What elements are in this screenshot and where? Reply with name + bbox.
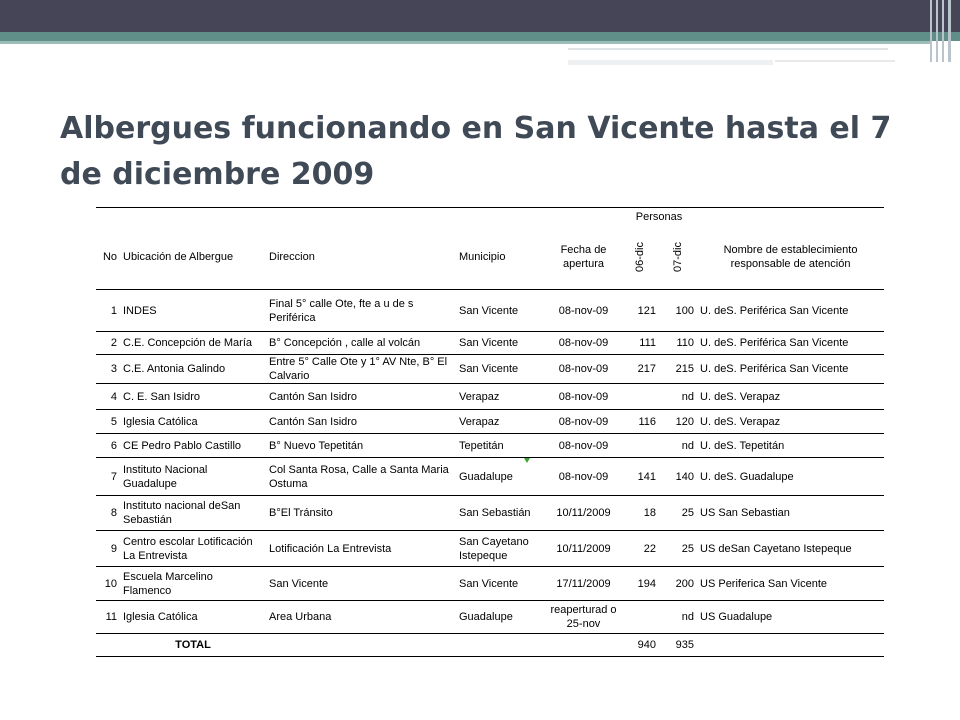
cell-d07: 140	[675, 470, 695, 483]
cell-nombre: US deSan Cayetano Istepeque	[700, 542, 852, 555]
cell-municipio: San Vicente	[459, 363, 519, 375]
table-row	[96, 567, 884, 601]
cell-direccion: Final 5° calle Ote, fte a u de s Periférica	[269, 297, 414, 324]
table-row	[96, 384, 884, 410]
cell-no: 10	[104, 577, 117, 590]
cell-d06: 121	[637, 304, 656, 317]
header-bar	[0, 0, 960, 32]
cell-no: 4	[110, 390, 117, 403]
cell-nombre: U. deS. Periférica San Vicente	[700, 304, 849, 317]
cell-d06: 141	[637, 470, 656, 483]
cell-nombre: U. deS. Tepetitán	[700, 439, 785, 452]
cell-fecha: 17/11/2009	[556, 577, 611, 590]
cell-ubicacion: CE Pedro Pablo Castillo	[123, 439, 242, 452]
table-row	[96, 496, 884, 531]
cell-d06	[621, 601, 659, 634]
cell-fecha: 08-nov-09	[558, 304, 609, 317]
cell-fecha: 08-nov-09	[558, 470, 609, 483]
cell-d07: 25	[681, 542, 695, 555]
cell-empty	[96, 634, 120, 657]
table-row	[96, 601, 884, 634]
cell-municipio: San Sebastián	[459, 507, 531, 519]
cell-no: 1	[110, 304, 117, 317]
cell-direccion: Lotificación La Entrevista	[269, 542, 392, 555]
header-accent-stripe	[0, 41, 930, 44]
cell-direccion: B°El Tránsito	[269, 507, 333, 519]
cell-empty	[546, 634, 621, 657]
cell-municipio: Verapaz	[459, 390, 500, 403]
cell-direccion: Cantón San Isidro	[269, 415, 358, 428]
cell-ubicacion: Escuela Marcelino Flamenco	[123, 570, 213, 597]
col-header-municipio: Municipio	[459, 251, 506, 264]
cell-fecha: 10/11/2009	[556, 507, 611, 519]
cell-direccion: Area Urbana	[269, 611, 332, 623]
slide-title: Albergues funcionando en San Vicente hasta el 7 de diciembre 2009	[60, 111, 892, 192]
cell-nombre: US Periferica San Vicente	[700, 577, 827, 590]
group-header-personas: Personas	[635, 210, 683, 223]
cell-d06: 194	[637, 577, 656, 590]
col-header-fecha: Fecha de apertura	[560, 244, 607, 271]
shelters-table	[96, 207, 884, 657]
col-header-ubicacion: Ubicación de Albergue	[123, 251, 234, 264]
cell-ubicacion: C.E. Antonia Galindo	[123, 363, 226, 375]
cell-fecha: 08-nov-09	[558, 439, 609, 452]
cell-d06: 116	[638, 415, 656, 428]
table-row	[96, 332, 884, 355]
cell-fecha: 08-nov-09	[558, 337, 609, 349]
cell-empty	[697, 634, 884, 657]
cell-d07: 120	[675, 415, 695, 428]
cell-ubicacion: C.E. Concepción de María	[123, 337, 253, 349]
total-row	[96, 634, 884, 657]
cell-d06: 22	[643, 542, 656, 555]
decorative-line	[568, 48, 888, 50]
table-row	[96, 531, 884, 567]
total-07-dic: 935	[675, 639, 695, 651]
cell-direccion: Col Santa Rosa, Calle a Santa Maria Ostuma	[269, 463, 449, 490]
cell-empty	[266, 634, 456, 657]
cell-d07: 200	[675, 577, 695, 590]
cell-comment-marker	[524, 458, 530, 463]
cell-direccion: Entre 5° Calle Ote y 1° AV Nte, B° El Calvario	[269, 356, 448, 382]
cell-ubicacion: Iglesia Católica	[123, 611, 198, 623]
cell-empty	[456, 634, 546, 657]
cell-direccion: Cantón San Isidro	[269, 390, 358, 403]
cell-ubicacion: Instituto nacional deSan Sebastián	[123, 500, 241, 526]
table-row	[96, 355, 884, 384]
cell-no: 11	[105, 611, 117, 623]
cell-municipio: Guadalupe	[459, 611, 513, 623]
cell-ubicacion: Centro escolar Lotificación La Entrevista	[123, 535, 253, 562]
table-row	[96, 290, 884, 332]
decorative-vertical-bars	[930, 0, 952, 62]
cell-municipio: San Vicente	[459, 577, 519, 590]
cell-d06	[621, 434, 659, 458]
cell-direccion: San Vicente	[269, 577, 329, 590]
cell-fecha: 08-nov-09	[558, 415, 609, 428]
cell-nombre: U. deS. Periférica San Vicente	[700, 337, 849, 349]
cell-no: 3	[110, 363, 117, 375]
cell-ubicacion: Iglesia Católica	[123, 415, 198, 428]
col-header-no: No	[102, 251, 117, 264]
cell-ubicacion: INDES	[123, 304, 157, 317]
decorative-line	[775, 60, 895, 62]
cell-d07: 215	[675, 363, 695, 375]
cell-no: 6	[110, 439, 117, 452]
cell-no: 7	[110, 470, 117, 483]
decorative-line	[568, 60, 773, 65]
cell-fecha: 08-nov-09	[558, 363, 609, 375]
cell-direccion: B° Concepción , calle al volcán	[269, 337, 421, 349]
cell-d06: 217	[637, 363, 656, 375]
cell-direccion: B° Nuevo Tepetitán	[269, 439, 364, 452]
cell-nombre: U. deS. Guadalupe	[700, 470, 794, 483]
cell-municipio: Verapaz	[459, 415, 500, 428]
cell-fecha: 08-nov-09	[558, 390, 609, 403]
total-06-dic: 940	[637, 639, 656, 651]
cell-municipio: San Cayetano Istepeque	[459, 535, 529, 562]
cell-no: 8	[110, 507, 117, 519]
cell-no: 2	[110, 337, 117, 349]
header-accent-band	[0, 32, 960, 41]
cell-nombre: U. deS. Verapaz	[700, 415, 781, 428]
col-header-06-dic: 06-dic	[634, 242, 646, 273]
cell-fecha: 10/11/2009	[556, 542, 611, 555]
total-label: TOTAL	[175, 639, 211, 651]
cell-d07: 110	[676, 337, 695, 349]
shelters-table-container	[96, 207, 884, 657]
cell-d07: nd	[681, 439, 695, 452]
cell-d06: 111	[639, 337, 656, 349]
col-header-nombre: Nombre de establecimiento responsable de atención	[723, 244, 858, 271]
cell-d07: nd	[681, 390, 695, 403]
cell-ubicacion: Instituto Nacional Guadalupe	[123, 463, 208, 490]
cell-municipio: San Vicente	[459, 337, 519, 349]
cell-ubicacion: C. E. San Isidro	[123, 390, 201, 403]
cell-d07: nd	[681, 611, 695, 623]
cell-no: 9	[110, 542, 117, 555]
cell-nombre: US San Sebastian	[700, 507, 790, 519]
col-header-direccion: Direccion	[269, 251, 315, 264]
cell-d07: 25	[681, 507, 695, 519]
table-row	[96, 410, 884, 434]
cell-d06	[621, 384, 659, 410]
col-header-07-dic: 07-dic	[672, 242, 684, 273]
cell-nombre: US Guadalupe	[700, 611, 773, 623]
cell-nombre: U. deS. Verapaz	[700, 390, 781, 403]
table-row	[96, 434, 884, 458]
cell-municipio: Guadalupe	[459, 470, 513, 483]
cell-municipio: San Vicente	[459, 304, 519, 317]
table-row	[96, 458, 884, 496]
cell-d06: 18	[643, 507, 656, 519]
cell-fecha: reaperturad o 25-nov	[550, 604, 617, 630]
cell-no: 5	[110, 415, 117, 428]
cell-d07: 100	[675, 304, 695, 317]
cell-municipio: Tepetitán	[459, 439, 504, 452]
cell-nombre: U. deS. Periférica San Vicente	[700, 363, 849, 375]
